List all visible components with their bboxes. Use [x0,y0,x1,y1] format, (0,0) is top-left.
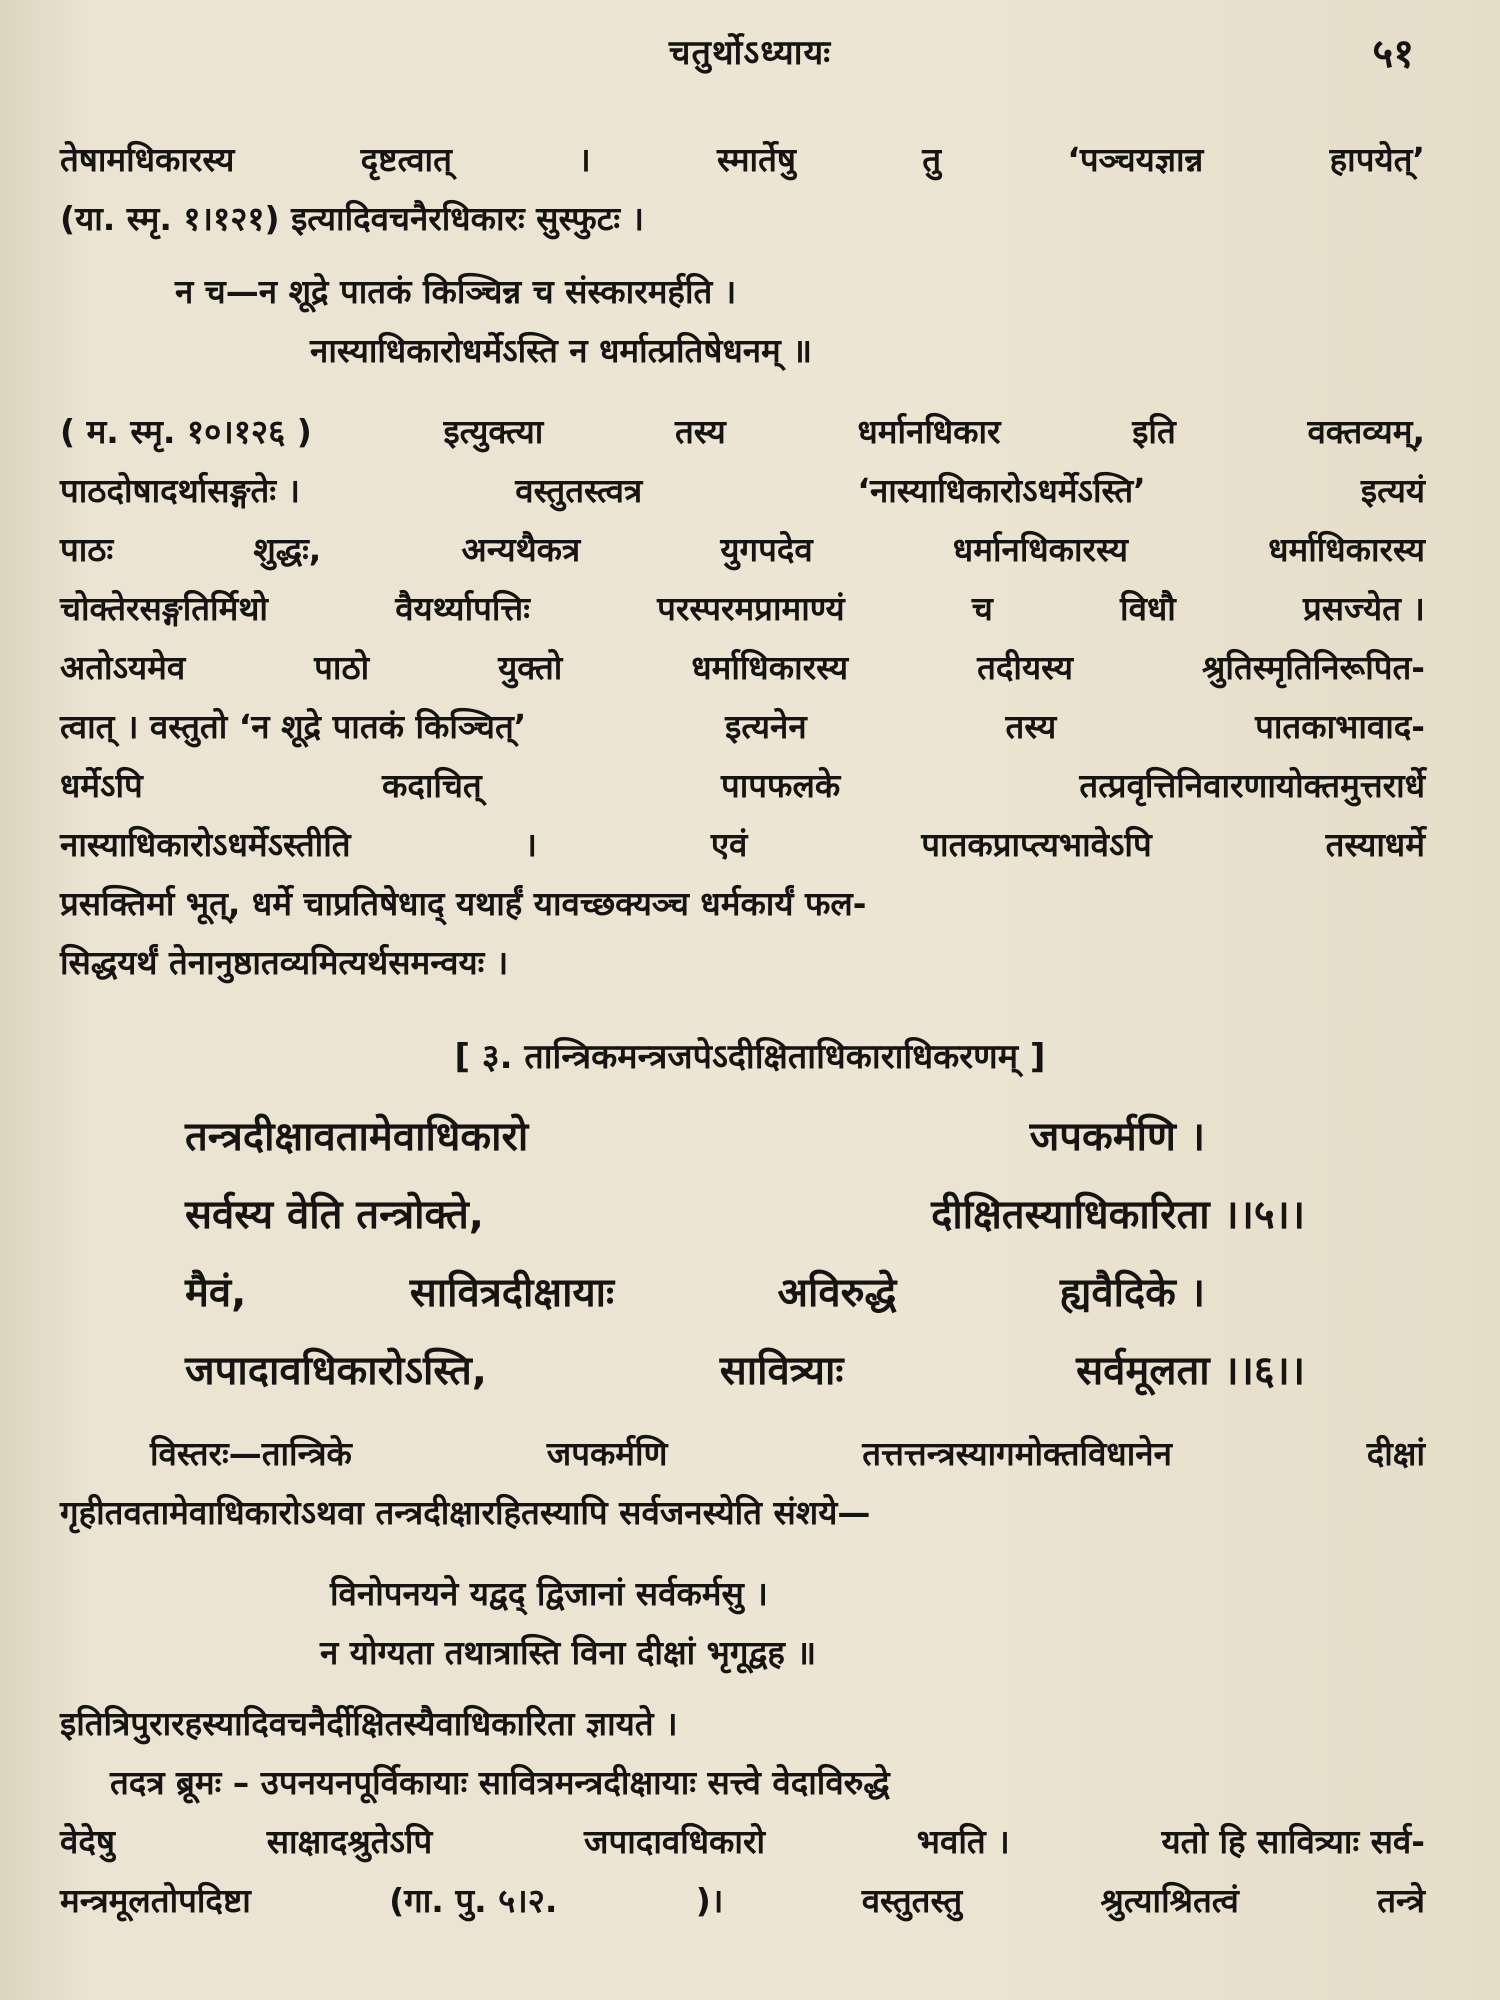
paragraph-4 [60,1694,1425,1930]
text-line: अतोऽयमेव पाठो युक्तो धर्माधिकारस्य तदीयस्य श्रुतिस्मृतिनिरूपित- [60,648,1425,687]
verse-line: न च—न शूद्रे पातकं किञ्चिन्न च संस्कारमर्हति । [175,272,737,311]
text-line: तेषामधिकारस्य दृष्टत्वात् । स्मार्तेषु तु ‘पञ्चयज्ञान्न हापयेत्’ [60,140,1425,179]
paragraph-2 [60,402,1425,992]
text-line: चोक्तेरसङ्गतिर्मिथो वैयर्थ्यापत्तिः परस्परमप्रामाण्यं च विधौ प्रसज्येत । [60,589,1425,628]
verse-2 [60,1564,1425,1682]
page-number: ५१ [1372,31,1414,77]
karika-verses [185,1098,1305,1410]
section-heading: [ ३. तान्त्रिकमन्त्रजपेऽदीक्षिताधिकाराधिकरणम् ] [454,1037,1046,1077]
verse-line: न योग्यता तथात्रास्ति विना दीक्षां भृगूद्वह ॥ [320,1633,817,1672]
text-line: (या. स्मृ. १।१२१) इत्यादिवचनैरधिकारः सुस्फुटः । [60,199,645,238]
text-line: इतित्रिपुरारहस्यादिवचनैर्दीक्षितस्यैवाधिकारिता ज्ञायते । [60,1704,678,1743]
text-line: सिद्धयर्थं तेनानुष्ठातव्यमित्यर्थसमन्वयः । [60,943,509,982]
text-line: धर्मेऽपि कदाचित् पापफलके तत्प्रवृत्तिनिवारणायोक्तमुत्तरार्धे [60,766,1425,805]
text-line: वेदेषु साक्षादश्रुतेऽपि जपादावधिकारो भवति । यतो हि सावित्र्याः सर्व- [60,1822,1425,1861]
text-line: त्वात् । वस्तुतो ‘न शूद्रे पातकं किञ्चित्’ इत्यनेन तस्य पातकाभावाद- [60,707,1425,746]
paragraph-3 [60,1424,1425,1542]
text-line: पाठदोषादर्थासङ्गतेः । वस्तुतस्त्वत्र ‘नास्याधिकारोऽधर्मेऽस्ति’ इत्ययं [60,471,1425,510]
karika-line: मैवं, सावित्रदीक्षायाः अविरुद्धे ह्यवैदिके । [185,1270,1205,1316]
karika-line: जपादावधिकारोऽस्ति, सावित्र्याः सर्वमूलता ।।६।। [185,1348,1305,1394]
paragraph-1 [60,130,1425,248]
text-line: तदत्र ब्रूमः – उपनयनपूर्विकायाः सावित्रमन्त्रदीक्षायाः सत्त्वे वेदाविरुद्धे [110,1763,890,1802]
text-line: विस्तरः—तान्त्रिके जपकर्मणि तत्तत्तन्त्रस्यागमोक्तविधानेन दीक्षां [150,1434,1425,1473]
running-head: चतुर्थोऽध्यायः [668,33,832,73]
text-line: पाठः शुद्धः, अन्यथैकत्र युगपदेव धर्मानधिकारस्य धर्माधिकारस्य [60,530,1425,569]
text-line: ( म. स्मृ. १०।१२६ ) इत्युक्त्या तस्य धर्मानधिकार इति वक्तव्यम्, [60,412,1425,451]
page-header [0,22,1500,82]
verse-1 [60,262,1425,380]
karika-line: तन्त्रदीक्षावतामेवाधिकारो जपकर्मणि । [185,1114,1205,1160]
verse-line: विनोपनयने यद्वद् द्विजानां सर्वकर्मसु । [330,1574,768,1613]
karika-line: सर्वस्य वेति तन्त्रोक्ते, दीक्षितस्याधिकारिता ।।५।। [185,1192,1305,1238]
text-line: नास्याधिकारोऽधर्मेऽस्तीति । एवं पातकप्राप्त्यभावेऽपि तस्याधर्मे [60,825,1425,864]
text-line: मन्त्रमूलतोपदिष्टा (गा. पु. ५।२. )। वस्तुतस्तु श्रुत्याश्रितत्वं तन्त्रे [60,1881,1425,1920]
verse-line: नास्याधिकारोधर्मेऽस्ति न धर्मात्प्रतिषेधनम् ॥ [310,331,813,370]
text-line: प्रसक्तिर्मा भूत्, धर्मे चाप्रतिषेधाद् यथार्हं यावच्छक्यञ्च धर्मकार्यं फल- [60,884,867,923]
text-line: गृहीतवतामेवाधिकारोऽथवा तन्त्रदीक्षारहितस्यापि सर्वजनस्येति संशये— [60,1493,871,1532]
